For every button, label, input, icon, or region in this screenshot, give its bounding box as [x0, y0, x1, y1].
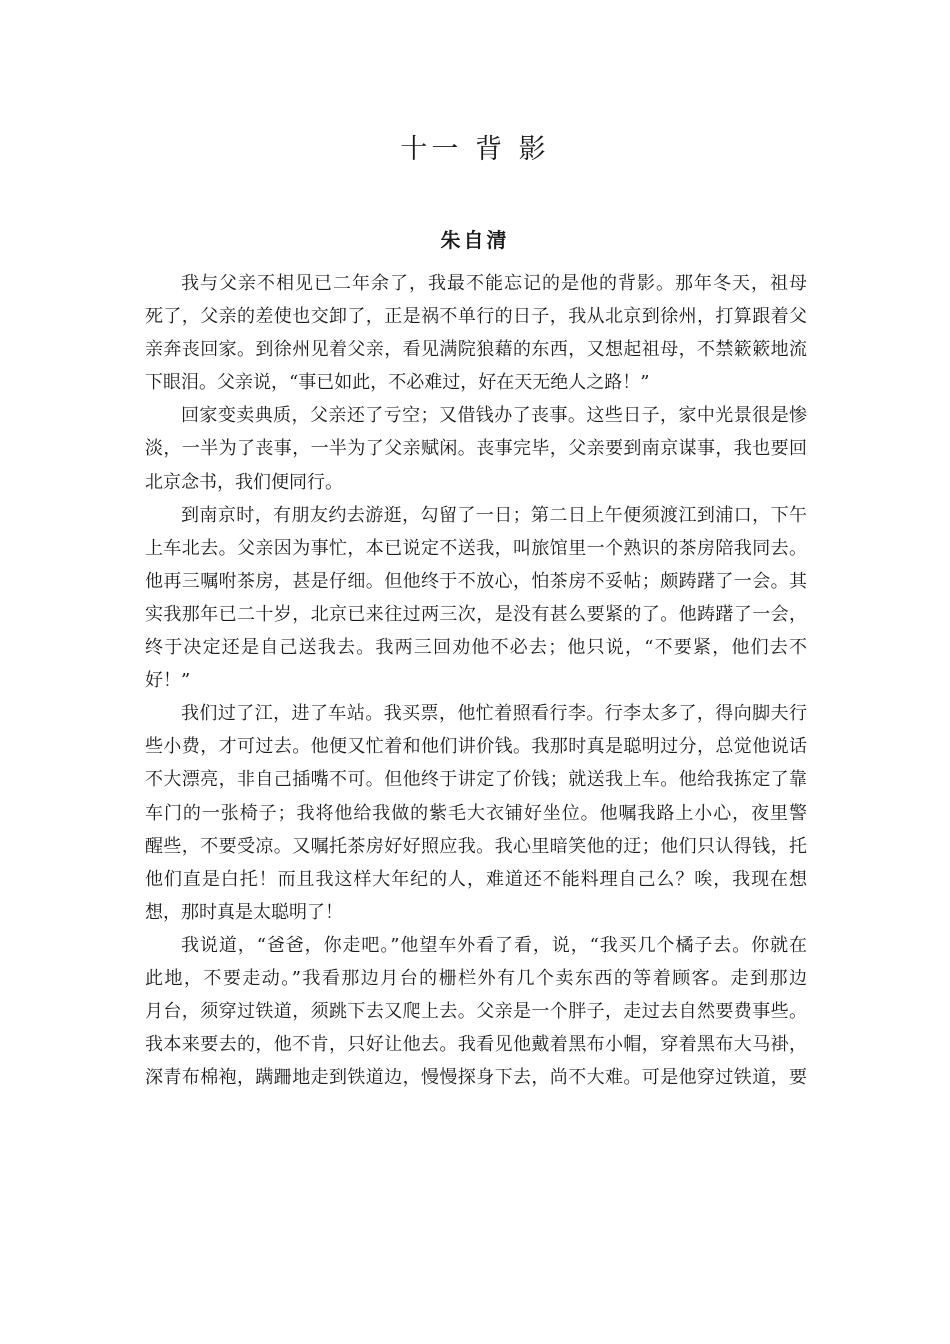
- text-line: 北京念书，我们便同行。: [145, 471, 343, 493]
- text-line: 到南京时，有朋友约去游逛，勾留了一日；第二日上午便须渡江到浦口，下午: [181, 504, 807, 526]
- paragraph: [145, 499, 807, 698]
- text-line: 上车北去。父亲因为事忙，本已说定不送我，叫旅馆里一个熟识的茶房陪我同去。: [145, 537, 807, 559]
- text-line: 我与父亲不相见已二年余了，我最不能忘记的是他的背影。那年冬天，祖母: [181, 273, 807, 294]
- text-line: 实我那年已二十岁，北京已来往过两三次，是没有甚么要紧的了。他踌躇了一会，: [145, 603, 807, 625]
- paragraph: [145, 929, 807, 1094]
- text-line: 深青布棉袍，蹒跚地走到铁道边，慢慢探身下去，尚不大难。可是他穿过铁道，要: [145, 1067, 807, 1089]
- text-line: 死了，父亲的差使也交卸了，正是祸不单行的日子，我从北京到徐州，打算跟着父: [145, 306, 807, 328]
- text-line: 车门的一张椅子；我将他给我做的紫毛大衣铺好坐位。他嘱我路上小心，夜里警: [145, 802, 807, 824]
- text-line: 不大漂亮，非自己插嘴不可。但他终于讲定了价钱；就送我上车。他给我拣定了靠: [145, 769, 807, 791]
- text-line: 月台，须穿过铁道，须跳下去又爬上去。父亲是一个胖子，走过去自然要费事些。: [145, 1001, 807, 1023]
- text-line: 他再三嘱咐茶房，甚是仔细。但他终于不放心，怕茶房不妥帖；颇踌躇了一会。其: [145, 570, 807, 592]
- text-line: 下眼泪。父亲说，“事已如此，不必难过，好在天无绝人之路！”: [145, 372, 650, 394]
- text-line: 终于决定还是自己送我去。我两三回劝他不必去；他只说，“不要紧，他们去不: [145, 637, 807, 659]
- text-line: 我们过了江，进了车站。我买票，他忙着照看行李。行李太多了，得向脚夫行: [181, 703, 807, 725]
- text-line: 好！”: [145, 670, 191, 692]
- article-title: 十一 背 影: [400, 134, 550, 165]
- text-line: 我本来要去的，他不肯，只好让他去。我看见他戴着黑布小帽，穿着黑布大马褂，: [145, 1034, 807, 1056]
- paragraph: [145, 267, 807, 399]
- text-line: 醒些，不要受凉。又嘱托茶房好好照应我。我心里暗笑他的迂；他们只认得钱，托: [145, 835, 807, 857]
- article-body: [145, 267, 807, 1094]
- text-line: 淡，一半为了丧事，一半为了父亲赋闲。丧事完毕，父亲要到南京谋事，我也要回: [145, 438, 807, 460]
- paragraph: [145, 697, 807, 929]
- text-line: 回家变卖典质，父亲还了亏空；又借钱办了丧事。这些日子，家中光景很是惨: [181, 405, 807, 427]
- paragraph: [145, 399, 807, 498]
- text-line: 些小费，才可过去。他便又忙着和他们讲价钱。我那时真是聪明过分，总觉他说话: [145, 736, 807, 758]
- text-line: 亲奔丧回家。到徐州见着父亲，看见满院狼藉的东西，又想起祖母，不禁簌簌地流: [145, 339, 807, 361]
- text-line: 我说道，“爸爸，你走吧。”他望车外看了看，说，“我买几个橘子去。你就在: [181, 934, 807, 956]
- text-line: 他们直是白托！而且我这样大年纪的人，难道还不能料理自己么？唉，我现在想: [145, 868, 807, 890]
- article-author: 朱自清: [440, 228, 510, 252]
- text-line: 此地，不要走动。”我看那边月台的栅栏外有几个卖东西的等着顾客。走到那边: [145, 967, 807, 989]
- text-line: 想，那时真是太聪明了！: [145, 901, 343, 923]
